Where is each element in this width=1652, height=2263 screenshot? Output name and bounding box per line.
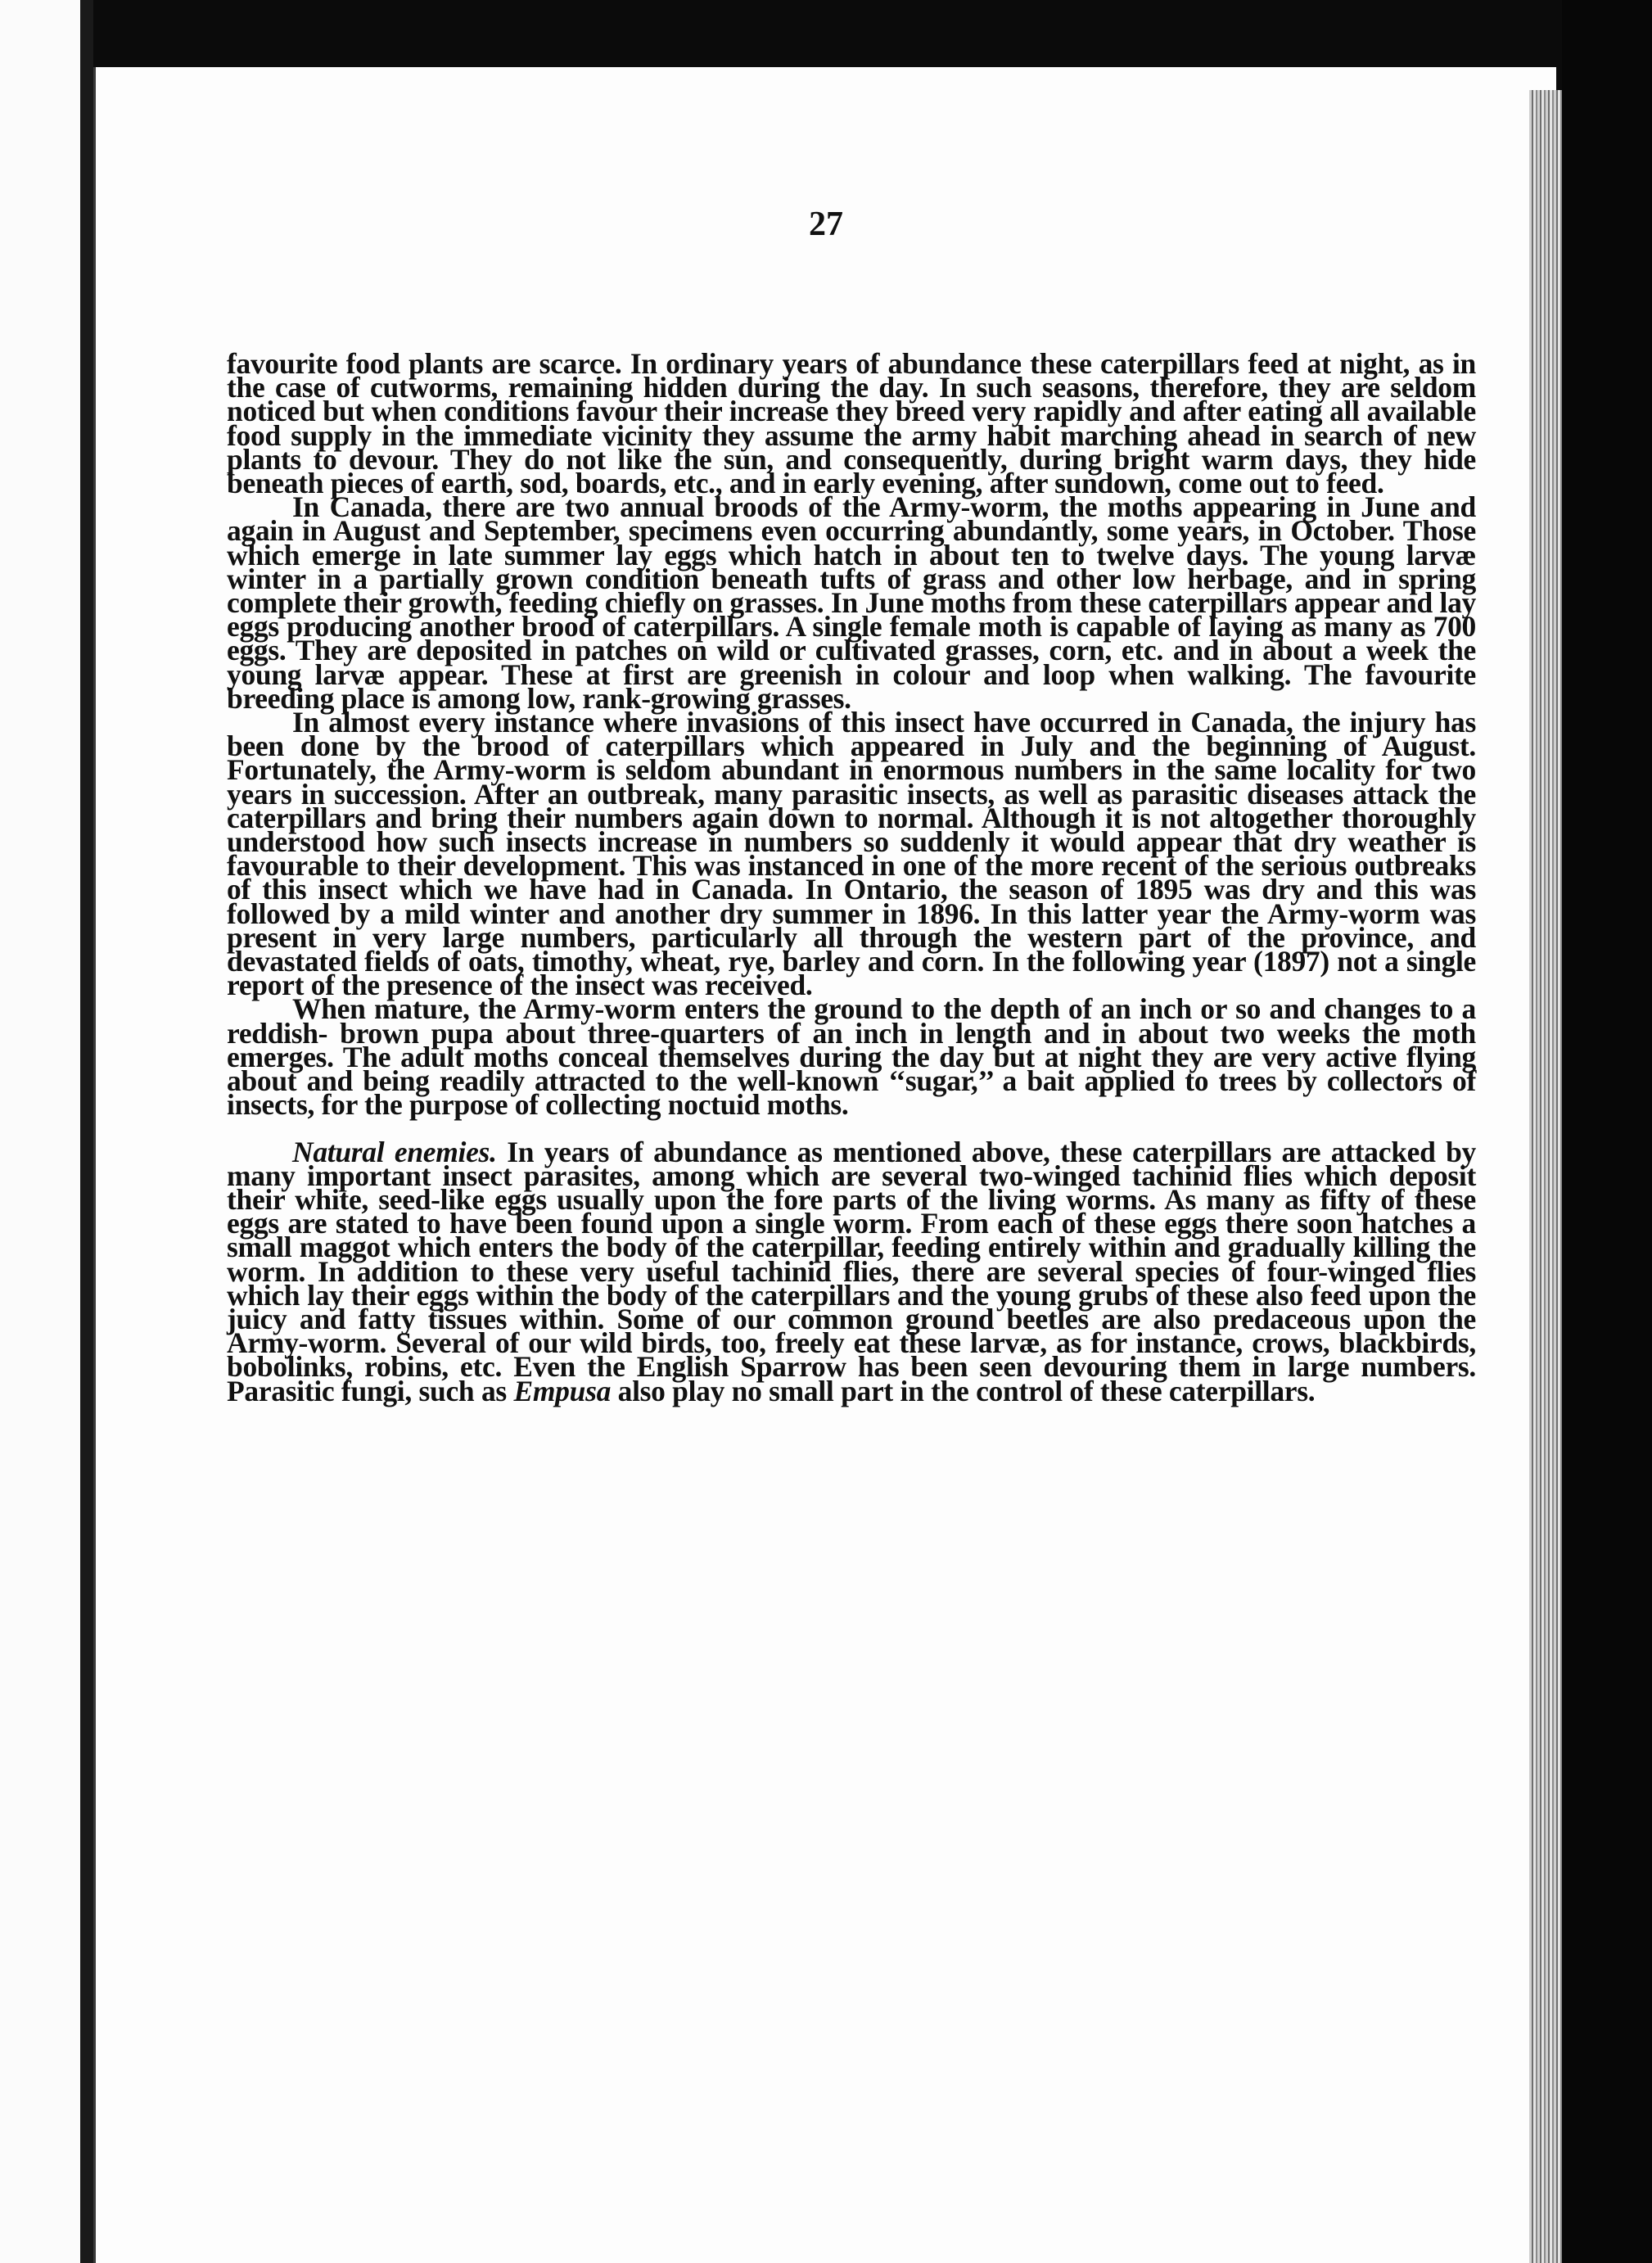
genus-name: Empusa bbox=[513, 1374, 612, 1407]
page-number: 27 bbox=[809, 206, 843, 243]
book-gutter bbox=[80, 0, 93, 2263]
paragraph-broods: In Canada, there are two annual broods of the Army-worm, the moths appearing in June and again in August and September, specimens even occurring abundantly, some years, in October. Those which emerge in late summer lay eggs which hatch in about ten to twelve days. The young larvæ winter in a partially grown condition beneath tufts of grass and other low herbage, and in spring complete their growth, feeding chiefly on grasses. In June moths from these caterpillars appear and lay eggs producing another brood of caterpillars. A single female moth is capable of laying as many as 700 eggs. They are deposited in patches on wild or cultivated grasses, corn, etc. and in about a week the young larvæ appear. These at first are greenish in colour and loop when walking. The favourite breeding place is among low, rank-growing grasses. bbox=[227, 490, 1476, 715]
page-body bbox=[227, 347, 1476, 1407]
paragraph-natural-enemies bbox=[227, 1135, 1476, 1407]
enemies-text-end: also play no small part in the control of these caterpillars. bbox=[611, 1374, 1316, 1407]
section-heading-natural-enemies: Natural enemies. bbox=[292, 1135, 497, 1168]
paragraph-pupation: When mature, the Army-worm enters the ground to the depth of an inch or so and changes to a reddish- brown pupa about three-quarters of an inch in length and in about two weeks the moth emerges. The adult moths conceal themselves during the day but at night they are very active flying about and being readily attracted to the well-known ‘‘sugar,’’ a bait applied to trees by collectors of insects, for the purpose of collecting noctuid moths. bbox=[227, 992, 1476, 1122]
facing-page-edge bbox=[0, 0, 80, 2263]
enemies-text: In years of abundance as mentioned above, these caterpillars are attacked by many important insect parasites, among which are several two-winged tachinid flies which deposit their white, seed-like eggs usually upon the fore parts of the living worms. As many as fifty of these eggs are stated to have been found upon a single worm. From each of these eggs there soon hatches a small maggot which enters the body of the caterpillar, feeding entirely within and gradually killing the worm. In addition to these very useful tachinid flies, there are several species of four-winged flies which lay their eggs within the body of the caterpillars and the young grubs of these also feed upon the juicy and fatty tissues within. Some of our common ground beetles are also predaceous upon the Army-worm. Several of our wild birds, too, freely eat these larvæ, as for instance, crows, blackbirds, bobolinks, robins, etc. Even the English Sparrow has been seen devouring them in large numbers. Parasitic fungi, such as bbox=[227, 1135, 1476, 1407]
scan-background bbox=[1562, 0, 1652, 2263]
page-edge-stack bbox=[1529, 90, 1562, 2263]
document-page bbox=[93, 67, 1556, 2263]
paragraph-feeding-habits: favourite food plants are scarce. In ordinary years of abundance these caterpillars feed at night, as in the case of cutworms, remaining hidden during the day. In such seasons, therefore, they are seldom noticed but when conditions favour their increase they breed very rapidly and after eating all available food supply in the immediate vicinity they assume the army habit marching ahead in search of new plants to devour. They do not like the sun, and consequently, during bright warm days, they hide beneath pieces of earth, sod, boards, etc., and in early evening, after sundown, come out to feed. bbox=[227, 347, 1476, 500]
paragraph-outbreaks: In almost every instance where invasions of this insect have occurred in Canada, the injury has been done by the brood of caterpillars which appeared in July and the beginning of August. Fortunately, the Army-worm is seldom abundant in enormous numbers in the same locality for two years in succession. After an outbreak, many parasitic insects, as well as parasitic diseases attack the caterpillars and bring their numbers again down to normal. Although it is not altogether thoroughly understood how such insects increase in numbers so suddenly it would appear that dry weather is favourable to their development. This was instanced in one of the more recent of the serious outbreaks of this insect which we have had in Canada. In Ontario, the season of 1895 was dry and this was followed by a mild winter and another dry summer in 1896. In this latter year the Army-worm was present in very large numbers, particularly all through the western part of the province, and devastated fields of oats, timothy, wheat, rye, barley and corn. In the following year (1897) not a single report of the presence of the insect was received. bbox=[227, 706, 1476, 1002]
